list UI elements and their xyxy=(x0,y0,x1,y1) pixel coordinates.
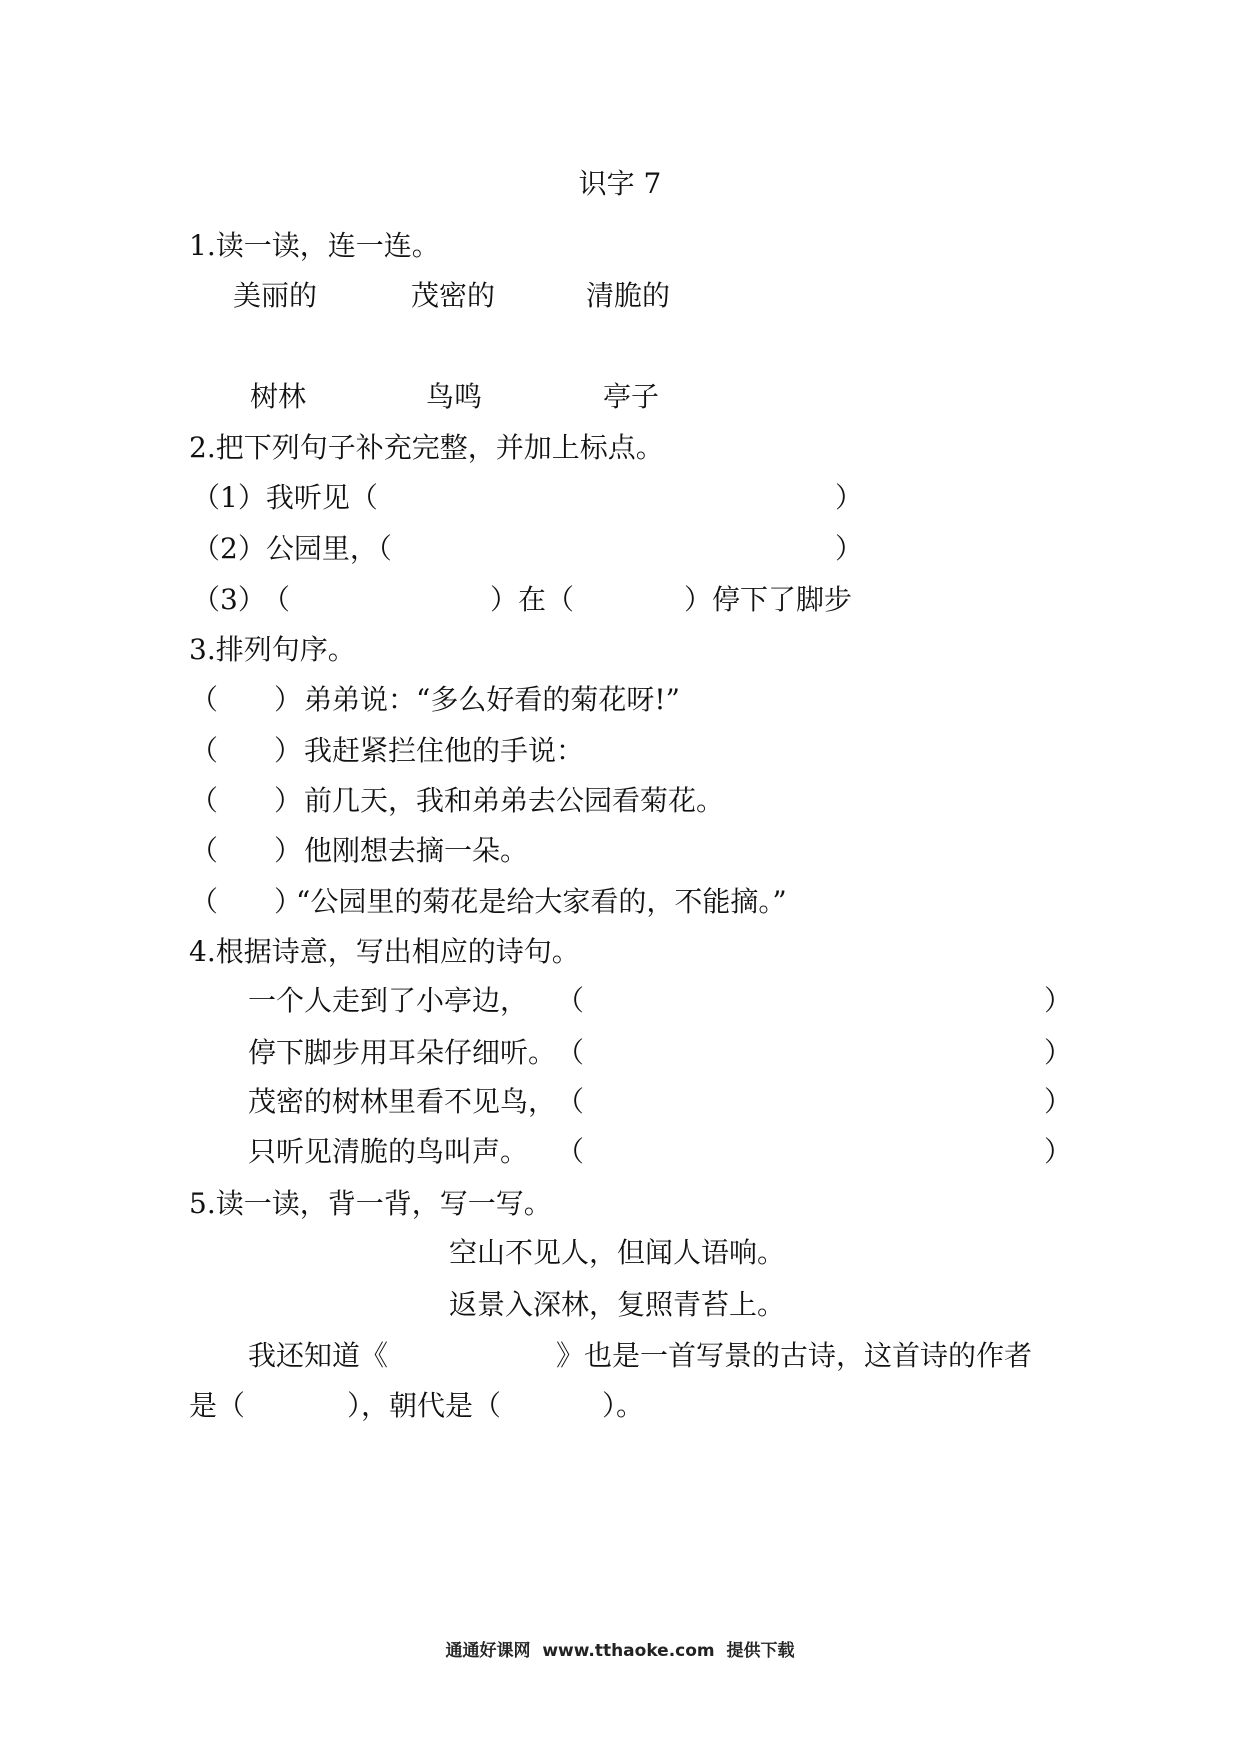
q1-bottom-word: 鸟鸣 xyxy=(426,380,483,413)
q4-close-paren: ） xyxy=(1044,1036,1073,1069)
q2-item1-text: （1）我听见（ xyxy=(192,481,378,514)
q5-extra-text: 是（ xyxy=(189,1389,246,1422)
q4-close-paren: ） xyxy=(1044,984,1073,1017)
q3-open-paren: （ xyxy=(190,683,219,716)
q4-open-paren: （ xyxy=(556,1085,585,1118)
q3-sentence: 前几天，我和弟弟去公园看菊花。 xyxy=(304,784,725,817)
q3-sentence: 弟弟说：“多么好看的菊花呀!” xyxy=(304,683,680,716)
q3-close-paren: ） xyxy=(274,683,303,716)
q5-extra-text: 》也是一首写景的古诗，这首诗的作者 xyxy=(556,1339,1033,1372)
q4-heading: 4.根据诗意，写出相应的诗句。 xyxy=(189,935,580,968)
q3-close-paren: ） xyxy=(274,885,303,918)
footer-credit: 通通好课网 www.tthaoke.com 提供下载 xyxy=(445,1641,795,1661)
q1-bottom-word: 树林 xyxy=(250,380,307,413)
q2-item2-text: （2）公园里，（ xyxy=(192,532,392,565)
q2-item3-number: （3） xyxy=(192,583,266,616)
q3-open-paren: （ xyxy=(190,784,219,817)
q4-poem-meaning: 停下脚步用耳朵仔细听。 xyxy=(248,1036,557,1069)
q4-poem-meaning: 只听见清脆的鸟叫声。 xyxy=(248,1135,529,1168)
q3-open-paren: （ xyxy=(190,885,219,918)
q2-item3-middle: ）在（ xyxy=(490,583,575,616)
q5-poem-line: 空山不见人，但闻人语响。 xyxy=(449,1236,786,1269)
q1-top-word: 清脆的 xyxy=(586,279,671,312)
q3-open-paren: （ xyxy=(190,834,219,867)
q5-extra-text: 我还知道《 xyxy=(248,1339,389,1372)
q3-close-paren: ） xyxy=(274,784,303,817)
q5-poem-line: 返景入深林，复照青苔上。 xyxy=(449,1288,786,1321)
q3-heading: 3.排列句序。 xyxy=(189,633,356,666)
q4-open-paren: （ xyxy=(556,984,585,1017)
q2-item3-end: ）停下了脚步 xyxy=(684,583,853,616)
q1-top-word: 茂密的 xyxy=(411,279,496,312)
q4-open-paren: （ xyxy=(556,1135,585,1168)
q3-sentence: 他刚想去摘一朵。 xyxy=(304,834,529,867)
q5-heading: 5.读一读，背一背，写一写。 xyxy=(189,1187,552,1220)
q2-item2-close-paren: ） xyxy=(835,532,864,565)
q4-poem-meaning: 茂密的树林里看不见鸟， xyxy=(248,1085,557,1118)
q3-close-paren: ） xyxy=(274,734,303,767)
q4-close-paren: ） xyxy=(1044,1135,1073,1168)
q2-item3-open-paren: （ xyxy=(262,583,291,616)
q1-bottom-word: 亭子 xyxy=(603,380,660,413)
q1-top-word: 美丽的 xyxy=(233,279,318,312)
q4-poem-meaning: 一个人走到了小亭边， xyxy=(248,984,529,1017)
q3-close-paren: ） xyxy=(274,834,303,867)
q5-extra-text: ）。 xyxy=(602,1389,645,1422)
q3-sentence: “公园里的菊花是给大家看的，不能摘。” xyxy=(296,885,787,918)
q4-close-paren: ） xyxy=(1044,1085,1073,1118)
q3-sentence: 我赶紧拦住他的手说： xyxy=(304,734,585,767)
page-title: 识字 7 xyxy=(578,167,662,200)
q5-extra-text: ），朝代是（ xyxy=(347,1389,502,1422)
q2-item1-close-paren: ） xyxy=(835,481,864,514)
q3-open-paren: （ xyxy=(190,734,219,767)
q1-heading: 1.读一读，连一连。 xyxy=(189,229,440,262)
q4-open-paren: （ xyxy=(556,1036,585,1069)
q2-heading: 2.把下列句子补充完整，并加上标点。 xyxy=(189,431,664,464)
